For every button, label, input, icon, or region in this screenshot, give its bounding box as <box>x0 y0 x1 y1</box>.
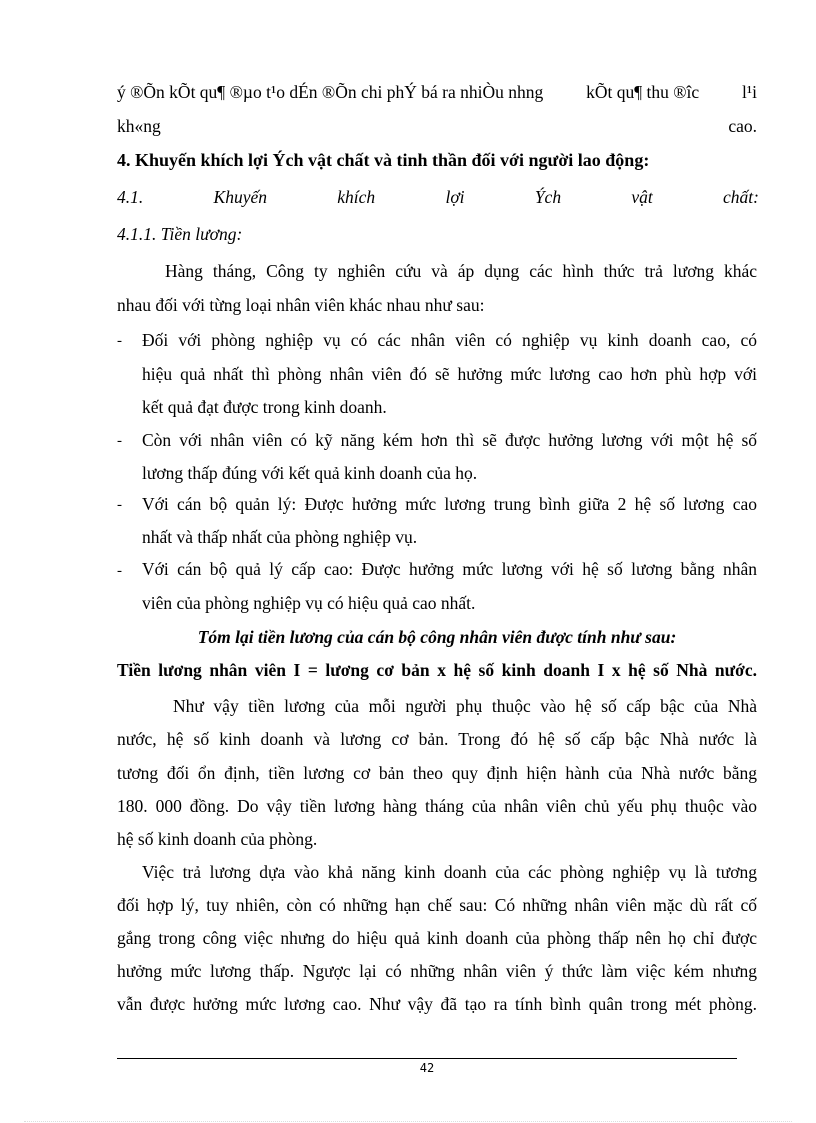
bullet-line: kết quả đạt được trong kinh doanh. <box>142 397 387 417</box>
paragraph-line: gắng trong công việc nhưng do hiệu quả kinh doanh của phòng thấp nên họ chỉ được <box>117 928 757 948</box>
paragraph-line: vẫn được hưởng mức lương cao. Như vậy đã tạo ra tính bình quân trong mét phòng. <box>117 994 757 1014</box>
paragraph-line: nhau đối với từng loại nhân viên khác nhau như sau: <box>117 295 485 315</box>
heading-word: vật <box>631 187 653 207</box>
bullet-dash: - <box>117 497 122 513</box>
heading-word: lợi <box>445 187 465 207</box>
text-fragment: l¹i <box>742 82 757 102</box>
text-line <box>117 114 757 138</box>
bullet-line: viên của phòng nghiệp vụ có hiệu quả cao nhất. <box>142 593 476 613</box>
heading-word: Khuyến <box>213 187 267 207</box>
heading-word: khích <box>337 187 376 207</box>
paragraph-line: Như vậy tiền lương của mỗi người phụ thuộc vào hệ số cấp bậc của Nhà <box>173 696 757 716</box>
bullet-line: Với cán bộ quả lý cấp cao: Được hưởng mức lương với hệ số lương bằng nhân <box>142 559 757 579</box>
bullet-line: nhất và thấp nhất của phòng nghiệp vụ. <box>142 527 418 547</box>
paragraph-line: đối hợp lý, tuy nhiên, còn có những hạn chế sau: Có những nhân viên mặc dù rất cố <box>117 895 757 915</box>
page-number: 42 <box>419 1061 435 1075</box>
paragraph-line: Hàng tháng, Công ty nghiên cứu và áp dụng các hình thức trả lương khác <box>165 261 757 281</box>
heading-word: 4.1. <box>117 187 144 207</box>
footer-rule <box>117 1058 737 1059</box>
paragraph-line: nước, hệ số kinh doanh và lương cơ bản. Trong đó hệ số cấp bậc Nhà nước là <box>117 729 757 749</box>
section-heading: 4. Khuyến khích lợi Ých vật chất và tinh thần đối với người lao động: <box>117 150 650 170</box>
subsection-heading <box>117 185 759 209</box>
salary-formula: Tiền lương nhân viên I = lương cơ bản x hệ số kinh doanh I x hệ số Nhà nước. <box>117 660 757 680</box>
bullet-dash: - <box>117 563 122 579</box>
text-fragment: cao. <box>728 116 757 136</box>
bullet-line: Đối với phòng nghiệp vụ có các nhân viên có nghiệp vụ kinh doanh cao, có <box>142 330 757 350</box>
summary-heading: Tóm lại tiền lương của cán bộ công nhân viên được tính như sau: <box>197 627 677 647</box>
bullet-dash: - <box>117 433 122 449</box>
bullet-line: lương thấp đúng với kết quả kinh doanh của họ. <box>142 463 478 483</box>
paragraph-line: hệ số kinh doanh của phòng. <box>117 829 318 849</box>
bullet-line: Còn với nhân viên có kỹ năng kém hơn thì sẽ được hưởng lương với một hệ số <box>142 430 757 450</box>
paragraph-line: Việc trả lương dựa vào khả năng kinh doanh của các phòng nghiệp vụ là tương <box>142 862 757 882</box>
paragraph-line: tương đối ổn định, tiền lương cơ bản theo quy định hiện hành của Nhà nước bằng <box>117 763 757 783</box>
heading-word: chất: <box>723 187 759 207</box>
bullet-line: hiệu quả nhất thì phòng nhân viên đó sẽ hưởng mức lương cao hơn phù hợp với <box>142 364 757 384</box>
bullet-dash: - <box>117 333 122 349</box>
paragraph-line: 180. 000 đồng. Do vậy tiền lương hàng tháng của nhân viên chủ yếu phụ thuộc vào <box>117 796 757 816</box>
text-fragment: kh«ng <box>117 116 161 136</box>
text-fragment: ý ®Õn kÕt qu¶ ®µo t¹o dÉn ®Õn chi phÝ bá ra nhiÒu nhng <box>117 82 544 102</box>
bullet-line: Với cán bộ quản lý: Được hưởng mức lương trung bình giữa 2 hệ số lương cao <box>142 494 757 514</box>
heading-word: Ých <box>534 187 562 207</box>
text-line <box>117 80 757 104</box>
paragraph-line: hưởng mức lương thấp. Ngược lại có những nhân viên ý thức làm việc kém nhưng <box>117 961 757 981</box>
text-fragment: kÕt qu¶ thu ®îc <box>586 82 700 102</box>
subsubsection-heading: 4.1.1. Tiền lương: <box>117 224 243 244</box>
page-edge-divider <box>24 1121 792 1122</box>
